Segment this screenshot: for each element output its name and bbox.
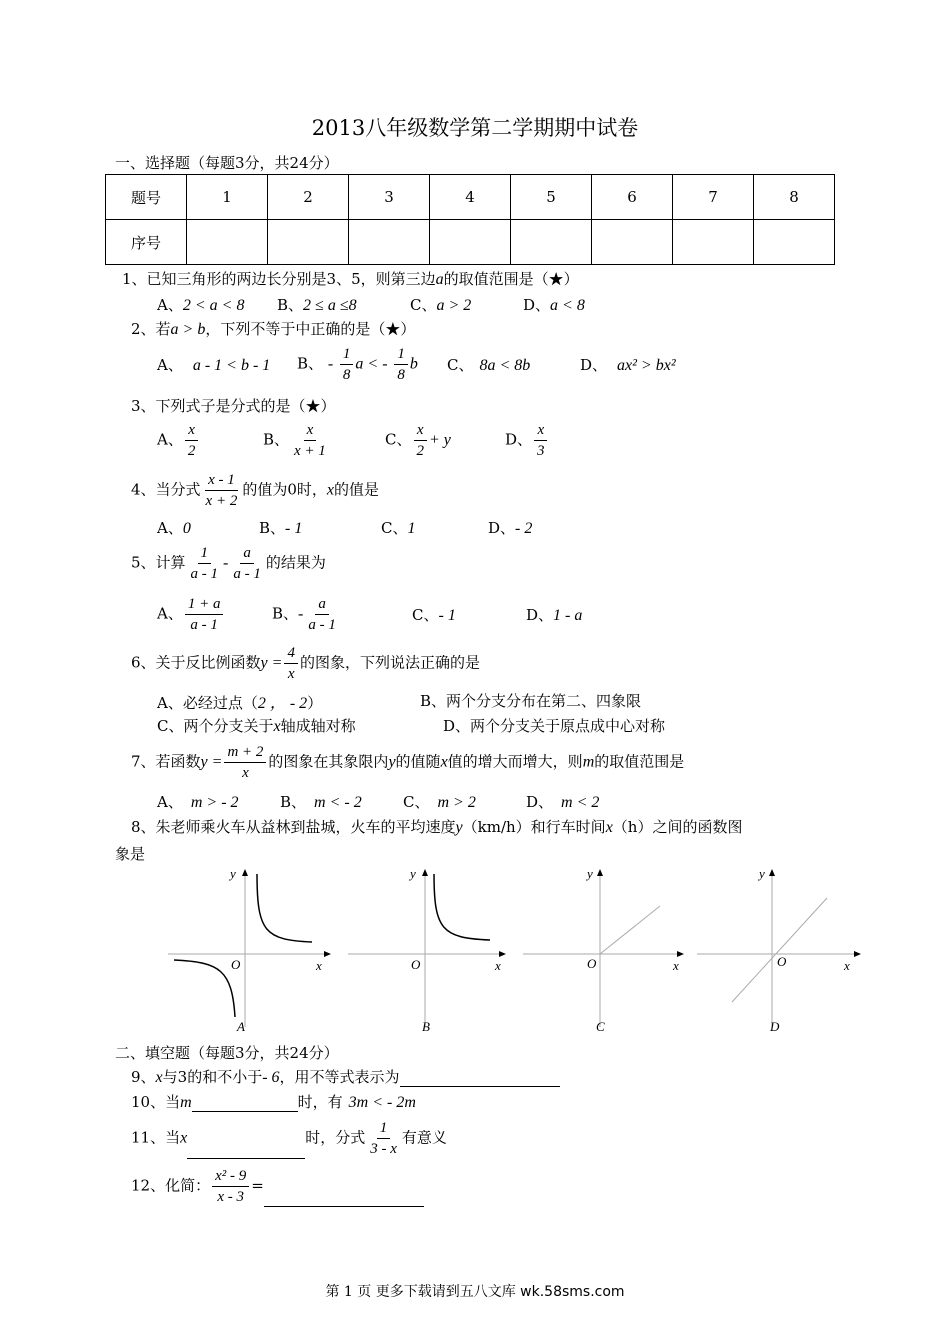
axis-label-x: x — [316, 958, 322, 973]
question-text: 时，分式 — [305, 1128, 366, 1147]
math-op: - — [223, 554, 229, 572]
q6-option-c[interactable] — [157, 715, 356, 736]
answer-cell[interactable] — [511, 220, 592, 265]
math-expr: 2 ， - 2 — [257, 695, 308, 712]
table-cell: 6 — [592, 175, 673, 220]
option-label: A、 — [157, 793, 183, 811]
question-3: 3、下列式子是分式的是（★） — [131, 397, 336, 415]
option-label: D、 — [526, 606, 554, 624]
math-var: x — [326, 481, 334, 499]
origin-label: O — [777, 954, 787, 969]
option-expr: a > 2 — [436, 297, 472, 314]
math-expr: 3m < - 2m — [348, 1094, 416, 1111]
denominator: x + 1 — [294, 443, 326, 459]
graph-a[interactable] — [160, 862, 350, 1037]
option-expr: 1 — [407, 520, 416, 537]
question-9 — [131, 1066, 560, 1087]
numerator: x - 1 — [205, 470, 238, 491]
question-text: 10、当 — [131, 1093, 181, 1111]
table-row — [106, 175, 835, 220]
line-graph — [600, 906, 660, 954]
question-text: 的图象，下列说法正确的是 — [299, 653, 480, 672]
fraction — [188, 543, 222, 584]
table-cell: 8 — [754, 175, 835, 220]
math-expr: - 6 — [262, 1069, 280, 1086]
option-expr: ax² > bx² — [617, 357, 676, 374]
graph-label: C — [596, 1019, 605, 1034]
denominator: 8 — [342, 367, 351, 383]
math-var: x — [440, 753, 448, 771]
math-var: x — [155, 1069, 163, 1086]
option-expr: a - 1 < b - 1 — [192, 357, 271, 374]
denominator: a - 1 — [308, 617, 336, 633]
q5-option-b[interactable] — [272, 594, 341, 635]
denominator: x + 2 — [205, 493, 238, 509]
answer-cell[interactable] — [187, 220, 268, 265]
option-label: D、 — [523, 296, 551, 314]
numerator: 1 — [198, 543, 212, 564]
numerator: a — [315, 594, 329, 615]
option-label: A、 — [157, 430, 183, 449]
option-expr: 0 — [182, 520, 191, 537]
q2-option-c[interactable] — [447, 354, 530, 375]
option-expr: 1 - a — [553, 607, 583, 624]
option-expr: m < - 2 — [314, 794, 362, 811]
q2-option-d[interactable] — [580, 354, 676, 375]
option-text: C、两个分支关于 — [157, 717, 274, 735]
question-11 — [131, 1118, 447, 1159]
q5-option-d[interactable] — [526, 604, 582, 625]
math-var: x — [180, 1129, 188, 1147]
fraction — [340, 344, 354, 385]
q1-option-b[interactable] — [277, 294, 357, 315]
curve-branch — [174, 960, 235, 1017]
numerator: x — [534, 420, 547, 441]
question-text: （km/h）和行车时间 — [462, 818, 606, 836]
fraction — [185, 420, 199, 461]
option-label: A、 — [157, 604, 183, 623]
curve-branch — [434, 874, 490, 940]
fraction — [203, 470, 241, 511]
question-text: 时，有 — [297, 1093, 343, 1111]
math-var: m — [180, 1094, 192, 1111]
question-text: 12、化简： — [131, 1176, 211, 1195]
line-graph — [732, 898, 827, 1002]
answer-cell[interactable] — [592, 220, 673, 265]
option-label: C、 — [447, 356, 474, 374]
option-expr: 2 < a < 8 — [182, 297, 245, 314]
math-expr: + y — [428, 431, 451, 449]
fraction — [413, 420, 427, 461]
graph-label: D — [770, 1019, 780, 1034]
option-label: C、 — [381, 519, 408, 537]
axis-label-y: y — [587, 866, 593, 881]
math-op: - — [298, 605, 304, 623]
math-var: a — [435, 271, 444, 288]
option-expr: m > - 2 — [190, 794, 239, 811]
option-expr: m < 2 — [561, 794, 600, 811]
numerator: 1 — [394, 344, 408, 365]
answer-blank[interactable] — [187, 1142, 305, 1159]
question-text: 的取值范围是（★） — [443, 270, 579, 288]
option-expr: - 1 — [438, 607, 456, 624]
math-var: y — [388, 753, 396, 771]
q7-option-a[interactable] — [157, 791, 239, 812]
fraction — [284, 643, 298, 684]
numerator: x — [304, 420, 317, 441]
fraction — [224, 742, 266, 783]
option-label: A、 — [157, 356, 183, 374]
q1-option-a[interactable] — [157, 294, 244, 315]
question-text: ，下列不等于中正确的是（★） — [205, 320, 416, 338]
table-header-cell: 题号 — [106, 175, 187, 220]
question-4 — [131, 470, 379, 511]
table-cell: 7 — [673, 175, 754, 220]
math-expr: a > b — [170, 321, 206, 338]
answer-cell[interactable] — [268, 220, 349, 265]
q3-option-c[interactable] — [385, 420, 451, 461]
section-1-heading: 一、选择题（每题3分，共24分） — [115, 154, 339, 172]
numerator: m + 2 — [224, 742, 266, 763]
q3-option-d[interactable] — [505, 420, 550, 461]
question-2 — [131, 318, 415, 339]
question-10 — [131, 1091, 416, 1112]
question-text: 9、 — [131, 1068, 156, 1086]
option-expr: a < 8 — [550, 297, 585, 314]
option-label: B、 — [272, 604, 299, 623]
answer-cell[interactable] — [430, 220, 511, 265]
question-text: （h）之间的函数图 — [612, 818, 743, 836]
numerator: 4 — [284, 643, 298, 664]
option-label: C、 — [412, 606, 439, 624]
option-label: B、 — [263, 430, 290, 449]
option-label: C、 — [403, 793, 430, 811]
question-text: 1、已知三角形的两边长分别是3、5，则第三边 — [122, 270, 436, 288]
question-12 — [131, 1166, 424, 1207]
question-text: 2、若 — [131, 320, 171, 338]
denominator: 2 — [187, 443, 196, 459]
numerator: a — [240, 543, 254, 564]
math-var: x — [273, 718, 281, 735]
table-cell: 2 — [268, 175, 349, 220]
math-expr: a < - — [355, 355, 388, 373]
option-label: A、 — [157, 296, 183, 314]
option-expr: m > 2 — [437, 794, 476, 811]
option-expr: - 2 — [515, 520, 533, 537]
fraction — [367, 1118, 400, 1159]
page-title: 2013八年级数学第二学期期中试卷 — [311, 116, 639, 140]
graph-label: A — [237, 1019, 245, 1034]
option-text: ） — [307, 694, 323, 712]
math-var: y — [455, 819, 463, 836]
question-text: 的结果为 — [265, 553, 326, 572]
q3-option-a[interactable] — [157, 420, 200, 461]
question-text: 的图象在其象限内 — [268, 752, 389, 771]
axis-label-x: x — [495, 958, 501, 973]
fraction — [230, 543, 264, 584]
q6-option-a[interactable] — [157, 690, 322, 713]
option-label: C、 — [410, 296, 437, 314]
question-text: 的值是 — [333, 480, 379, 499]
option-label: D、 — [505, 430, 533, 449]
answer-blank[interactable] — [264, 1190, 424, 1207]
question-text: 7、若函数 — [131, 752, 201, 771]
denominator: 3 — [537, 443, 545, 459]
footer-link[interactable]: wk.58sms.com — [520, 1284, 625, 1300]
math-var: x — [605, 819, 613, 836]
math-var: m — [582, 753, 595, 771]
option-label: D、 — [580, 356, 608, 374]
option-expr: 2 ≤ a ≤8 — [303, 297, 357, 314]
question-8-cont: 象是 — [115, 845, 146, 863]
q1-option-d[interactable] — [523, 294, 585, 315]
table-cell: 1 — [187, 175, 268, 220]
answer-cell[interactable] — [349, 220, 430, 265]
q4-option-c[interactable] — [381, 517, 415, 538]
question-text: 值的增大而增大，则 — [447, 752, 583, 771]
option-text: 轴成轴对称 — [280, 717, 356, 735]
graph-c[interactable] — [518, 862, 693, 1037]
fraction — [291, 420, 329, 461]
origin-label: O — [411, 957, 421, 972]
option-label: D、 — [526, 793, 554, 811]
denominator: a - 1 — [190, 566, 219, 582]
math-expr: y = — [260, 654, 283, 672]
option-expr: 8a < 8b — [479, 357, 531, 374]
axis-label-x: x — [844, 958, 850, 973]
option-expr: - 1 — [285, 520, 303, 537]
question-8 — [131, 816, 742, 837]
option-label: B、 — [259, 519, 286, 537]
q3-option-b[interactable] — [263, 420, 331, 461]
denominator: 8 — [397, 367, 405, 383]
numerator: 1 — [377, 1118, 391, 1139]
question-text: 的取值范围是 — [594, 752, 685, 771]
option-label: B、 — [277, 296, 304, 314]
q5-option-c[interactable] — [412, 604, 456, 625]
answer-cell[interactable] — [754, 220, 835, 265]
fraction — [305, 594, 339, 635]
q7-option-b[interactable] — [280, 791, 362, 812]
q4-option-a[interactable] — [157, 517, 191, 538]
q5-option-a[interactable] — [157, 594, 225, 635]
question-6 — [131, 643, 480, 684]
question-text: 与3的和不小于 — [162, 1068, 263, 1086]
question-text: 11、当 — [131, 1128, 181, 1147]
q2-option-b[interactable] — [297, 344, 418, 385]
q6-option-b[interactable]: B、两个分支分布在第二、四象限 — [420, 692, 642, 710]
graph-label: B — [422, 1019, 430, 1034]
fraction — [185, 594, 224, 635]
origin-label: O — [231, 957, 241, 972]
question-text: 的值为0时， — [242, 480, 327, 499]
option-label: B、 — [280, 793, 307, 811]
numerator: x² - 9 — [212, 1166, 249, 1187]
section-2-heading: 二、填空题（每题3分，共24分） — [115, 1044, 339, 1062]
denominator: x — [242, 765, 249, 781]
q4-option-d[interactable] — [488, 517, 532, 538]
question-5 — [131, 543, 326, 584]
axis-label-y: y — [230, 866, 236, 881]
numerator: 1 + a — [185, 594, 224, 615]
fraction — [394, 344, 408, 385]
answer-blank[interactable] — [192, 1095, 298, 1112]
denominator: a - 1 — [190, 617, 218, 633]
answer-cell[interactable] — [673, 220, 754, 265]
table-cell: 5 — [511, 175, 592, 220]
graph-d[interactable] — [692, 862, 872, 1037]
question-1 — [122, 268, 579, 289]
option-text: A、必经过点（ — [157, 694, 258, 712]
denominator: x - 3 — [217, 1189, 244, 1205]
denominator: 3 - x — [370, 1141, 397, 1157]
question-text: 的值随 — [395, 752, 441, 771]
fraction — [534, 420, 548, 461]
origin-label: O — [587, 956, 597, 971]
math-var: b — [409, 355, 418, 373]
axis-label-x: x — [673, 958, 679, 973]
question-text: 8、朱老师乘火车从益林到盐城，火车的平均速度 — [131, 818, 456, 836]
question-7 — [131, 742, 684, 783]
table-cell: 3 — [349, 175, 430, 220]
denominator: a - 1 — [233, 566, 261, 582]
q7-option-d[interactable] — [526, 791, 599, 812]
numerator: x — [185, 420, 198, 441]
table-row — [106, 220, 835, 265]
question-text: 6、关于反比例函数 — [131, 653, 261, 672]
math-op: = — [251, 1176, 264, 1195]
curve-branch — [257, 874, 312, 942]
numerator: x — [414, 420, 427, 441]
math-expr: y = — [200, 753, 223, 771]
footer-text: 第 1 页 更多下载请到五八文库 — [325, 1284, 521, 1300]
q7-option-c[interactable] — [403, 791, 476, 812]
answer-table — [105, 174, 835, 265]
question-text: 4、当分式 — [131, 480, 201, 499]
q2-option-a[interactable] — [157, 354, 270, 375]
graph-b[interactable] — [340, 862, 520, 1037]
q1-option-c[interactable] — [410, 294, 471, 315]
page-footer — [0, 1281, 950, 1301]
option-label: A、 — [157, 519, 183, 537]
axis-label-y: y — [759, 866, 765, 881]
answer-blank[interactable] — [400, 1070, 560, 1087]
axis-label-y: y — [410, 866, 416, 881]
question-text: ，用不等式表示为 — [279, 1068, 400, 1086]
denominator: 2 — [416, 443, 424, 459]
q6-option-d[interactable]: D、两个分支关于原点成中心对称 — [443, 717, 666, 735]
table-header-cell: 序号 — [106, 220, 187, 265]
fraction — [212, 1166, 249, 1207]
table-cell: 4 — [430, 175, 511, 220]
numerator: 1 — [340, 344, 354, 365]
option-label: B、 — [297, 354, 324, 373]
option-label: C、 — [385, 430, 412, 449]
math-op: - — [327, 355, 334, 373]
question-text: 5、计算 — [131, 553, 186, 572]
denominator: x — [287, 666, 295, 682]
q4-option-b[interactable] — [259, 517, 302, 538]
question-text: 有意义 — [401, 1128, 447, 1147]
option-label: D、 — [488, 519, 516, 537]
